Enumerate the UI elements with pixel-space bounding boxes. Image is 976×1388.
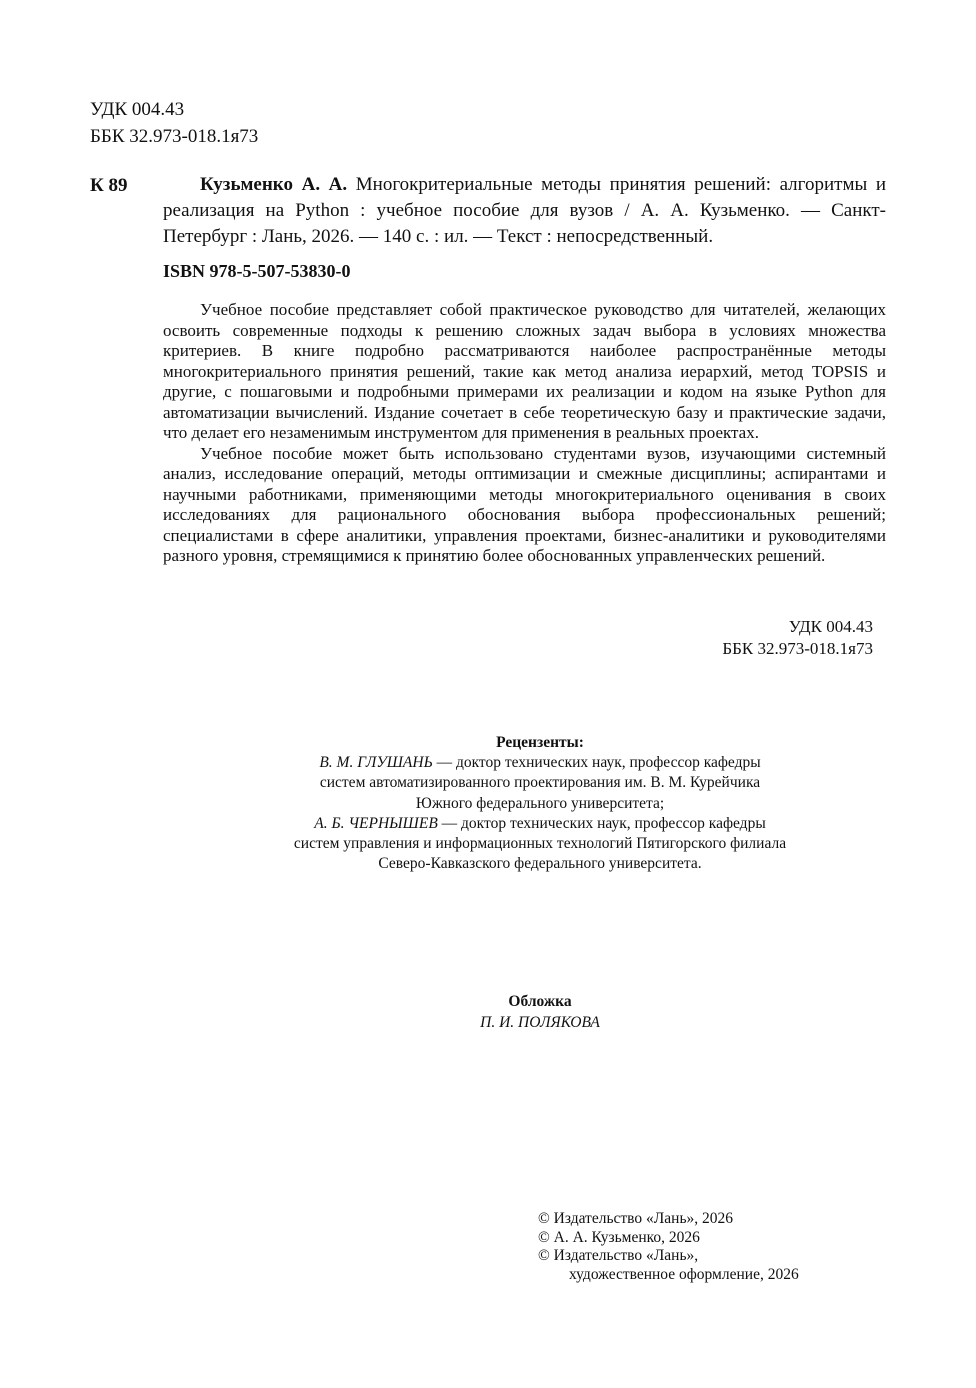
bibliographic-record (163, 172, 886, 250)
cover-designer: П. И. ПОЛЯКОВА (480, 1013, 600, 1031)
abstract (163, 300, 886, 567)
udk-code: УДК 004.43 (90, 99, 185, 120)
reviewers-heading: Рецензенты: (496, 734, 584, 751)
reviewer-1-university: Южного федерального университета; (415, 794, 665, 812)
author-mark: К 89 (90, 175, 128, 196)
reviewer-2-university: Северо-Кавказского федерального университета. (378, 855, 702, 873)
abstract-paragraph-1: Учебное пособие представляет собой практическое руководство для читателей, желающих освоить современные подходы к решению сложных задач выбора в условиях множества критериев. В книге подробно рассматриваются наиболее распространённые методы многокритериального принятия решений, такие как метод анализа иерархий, метод TOPSIS и другие, с пошаговыми и подробными примерами их реализации и кодом на языке Python для автоматизации вычислений. Издание сочетает в себе теоретическую базу и практические задачи, что делает его незаменимым инструментом для применения в реальных проектах. (163, 300, 886, 442)
reviewers-block (140, 733, 940, 874)
copyright-line-1: © Издательство «Лань», 2026 (538, 1210, 734, 1227)
cover-credit (140, 992, 940, 1033)
cover-heading: Обложка (508, 993, 572, 1010)
reviewer-1-department: систем автоматизированного проектирования им. В. М. Курейчика (319, 774, 761, 792)
reviewer-2-name: А. Б. ЧЕРНЫШЕВ (314, 814, 438, 832)
bottom-classification-codes (600, 616, 873, 660)
copyright-line-2: © А. А. Кузьменко, 2026 (538, 1228, 700, 1246)
bib-text: Многокритериальные методы принятия решений: алгоритмы и реализация на Python : учебное пособие для вузов / А. А. Кузьменко. — Санкт-Петербург : Лань, 2026. — 140 с. : ил. — Текст : непосредственный. (163, 174, 887, 247)
reviewer-2-department: систем управления и информационных технологий Пятигорского филиала (293, 835, 787, 853)
bbk-code-bottom: ББК 32.973-018.1я73 (722, 639, 873, 658)
isbn: ISBN 978-5-507-53830-0 (163, 261, 351, 281)
reviewer-2-title: — доктор технических наук, профессор кафедры (437, 814, 766, 832)
bbk-code: ББК 32.973-018.1я73 (90, 126, 259, 147)
copyright-line-4: художественное оформление, 2026 (569, 1265, 799, 1283)
bib-author: Кузьменко А. А. (200, 174, 348, 195)
reviewer-1-name: В. М. ГЛУШАНЬ (319, 754, 433, 772)
top-classification-codes (90, 96, 258, 150)
abstract-paragraph-2: Учебное пособие может быть использовано студентами вузов, изучающими системный анализ, исследование операций, методы оптимизации и смежные дисциплины; аспирантами и научными работниками, применяющими методы многокритериального оценивания в своих исследованиях для рационального обоснования выбора профессиональных решений; специалистами в сфере аналитики, управления проектами, бизнес-аналитики и руководителями разного уровня, стремящимися к принятию более обоснованных управленческих решений. (163, 443, 886, 565)
reviewer-1-title: — доктор технических наук, профессор кафедры (432, 754, 761, 772)
copyright-line-3: © Издательство «Лань», (538, 1247, 699, 1264)
bibliographic-description (163, 172, 886, 250)
reviewer-2 (140, 814, 940, 875)
reviewer-1 (140, 753, 940, 814)
udk-code-bottom: УДК 004.43 (788, 617, 873, 636)
copyright-block (538, 1210, 799, 1284)
